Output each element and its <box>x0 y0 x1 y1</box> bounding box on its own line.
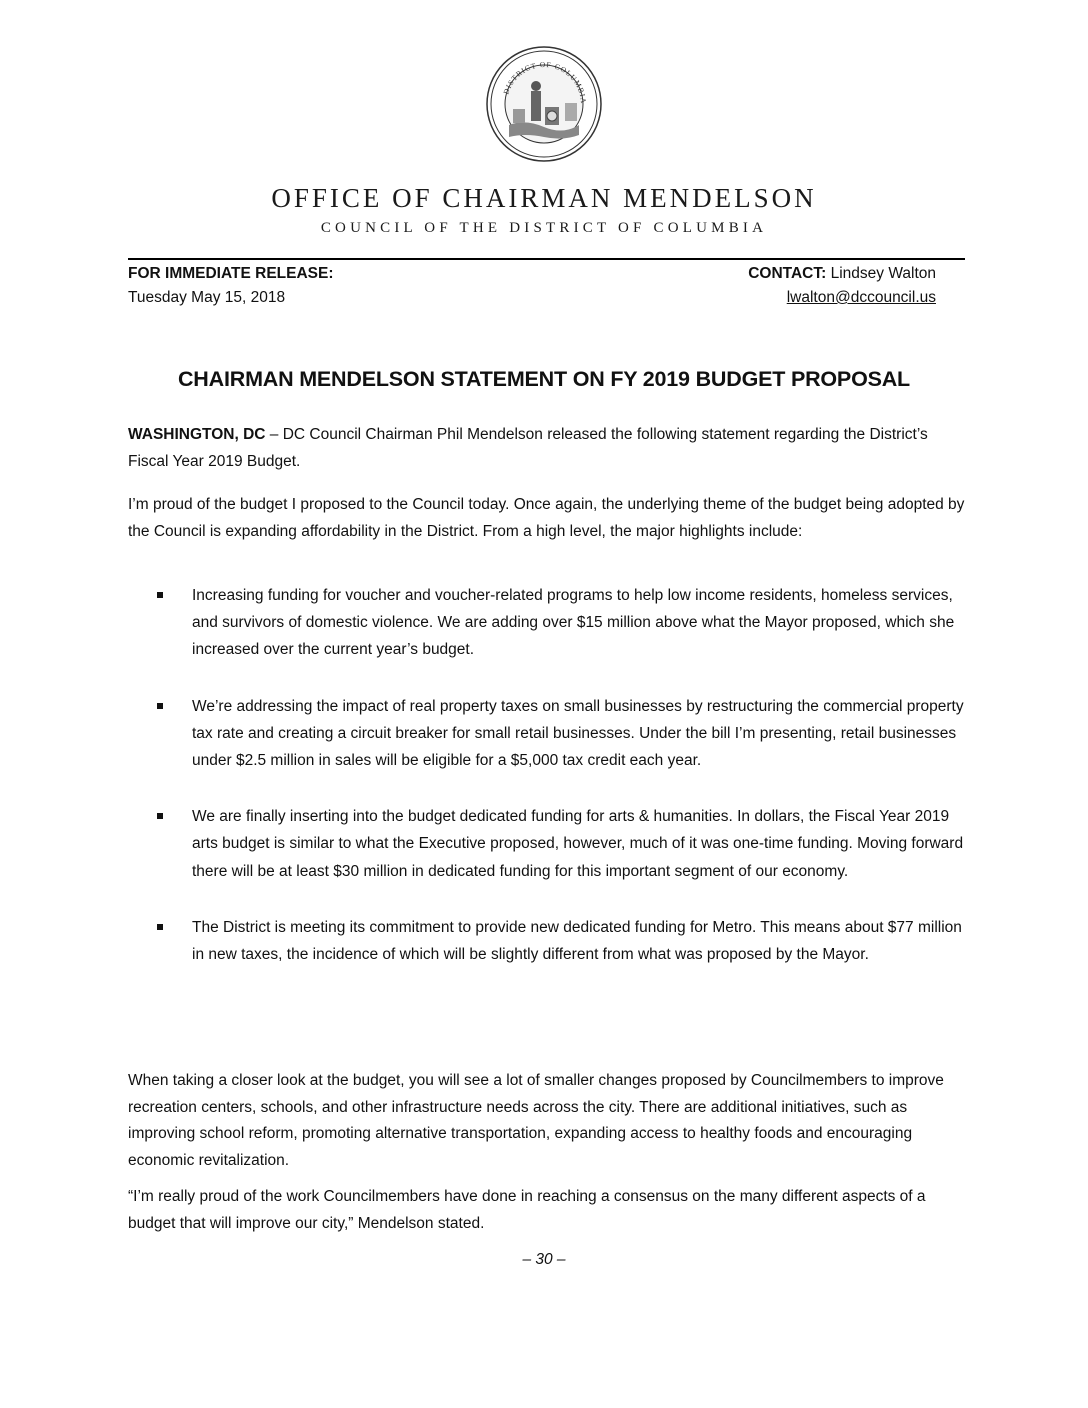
dateline: WASHINGTON, DC <box>128 426 266 443</box>
body-paragraph-4: “I’m really proud of the work Councilmembers have done in reaching a consensus on the many different aspects of a budget that will improve our city,” Mendelson stated. <box>128 1188 926 1232</box>
list-item <box>157 803 969 885</box>
office-title: OFFICE OF CHAIRMAN MENDELSON <box>271 183 817 213</box>
contact-email-link[interactable]: lwalton@dccouncil.us <box>786 289 936 306</box>
body-paragraph-2: I’m proud of the budget I proposed to the Council today. Once again, the underlying theme of the budget being adopted by the Council is expanding affordability in the District. From a high level, the major highlights include: <box>128 496 965 540</box>
bullet-icon <box>157 924 163 930</box>
contact-name: Lindsey Walton <box>830 265 936 282</box>
list-item-text: The District is meeting its commitment to provide new dedicated funding for Metro. This means about $77 million in new taxes, the incidence of which will be slightly different from what was proposed by the Mayor. <box>192 918 962 964</box>
svg-text:DISTRICT OF COLUMBIA: DISTRICT OF COLUMBIA <box>501 59 589 105</box>
bullet-icon <box>157 813 163 819</box>
office-subtitle: COUNCIL OF THE DISTRICT OF COLUMBIA <box>320 220 768 236</box>
release-label: FOR IMMEDIATE RELEASE: <box>128 265 334 282</box>
release-info <box>128 262 334 310</box>
list-item <box>157 693 969 775</box>
body-paragraph-3: When taking a closer look at the budget, you will see a lot of smaller changes proposed by Councilmembers to improve recreation centers, schools, and other infrastructure needs across the city. There are additional initiatives, such as improving school reform, promoting alternative transportation, expanding access to healthy foods and encouraging economic revitalization. <box>128 1072 944 1169</box>
district-seal-logo <box>485 45 603 163</box>
highlights-list <box>157 582 969 997</box>
header-divider <box>128 258 965 260</box>
page-end-marker: – 30 – <box>522 1251 566 1268</box>
intro-paragraph <box>128 421 968 475</box>
intro-text: – DC Council Chairman Phil Mendelson released the following statement regarding the District’s Fiscal Year 2019 Budget. <box>128 426 928 470</box>
list-item-text: Increasing funding for voucher and voucher-related programs to help low income residents, homeless services, and survivors of domestic violence. We are adding over $15 million above what the Mayor proposed, which she increased over the current year’s budget. <box>192 587 955 659</box>
bullet-icon <box>157 592 163 598</box>
headline: CHAIRMAN MENDELSON STATEMENT ON FY 2019 BUDGET PROPOSAL <box>177 367 910 391</box>
list-item-text: We are finally inserting into the budget dedicated funding for arts & humanities. In dollars, the Fiscal Year 2019 arts budget is similar to what the Executive proposed, however, much of it was one-time funding. Moving forward there will be at least $30 million in dedicated funding for this important segment of our economy. <box>192 808 964 880</box>
bullet-icon <box>157 703 163 709</box>
list-item-text: We’re addressing the impact of real property taxes on small businesses by restructuring the commercial property tax rate and creating a circuit breaker for small retail businesses. Under the bill I’m presenting, retail businesses under $2.5 million in sales will be eligible for a $5,000 tax credit each year. <box>192 697 964 770</box>
contact-label: CONTACT: <box>748 265 827 282</box>
release-date: Tuesday May 15, 2018 <box>128 289 286 306</box>
list-item <box>157 914 969 968</box>
contact-info <box>748 262 936 310</box>
list-item <box>157 582 969 664</box>
